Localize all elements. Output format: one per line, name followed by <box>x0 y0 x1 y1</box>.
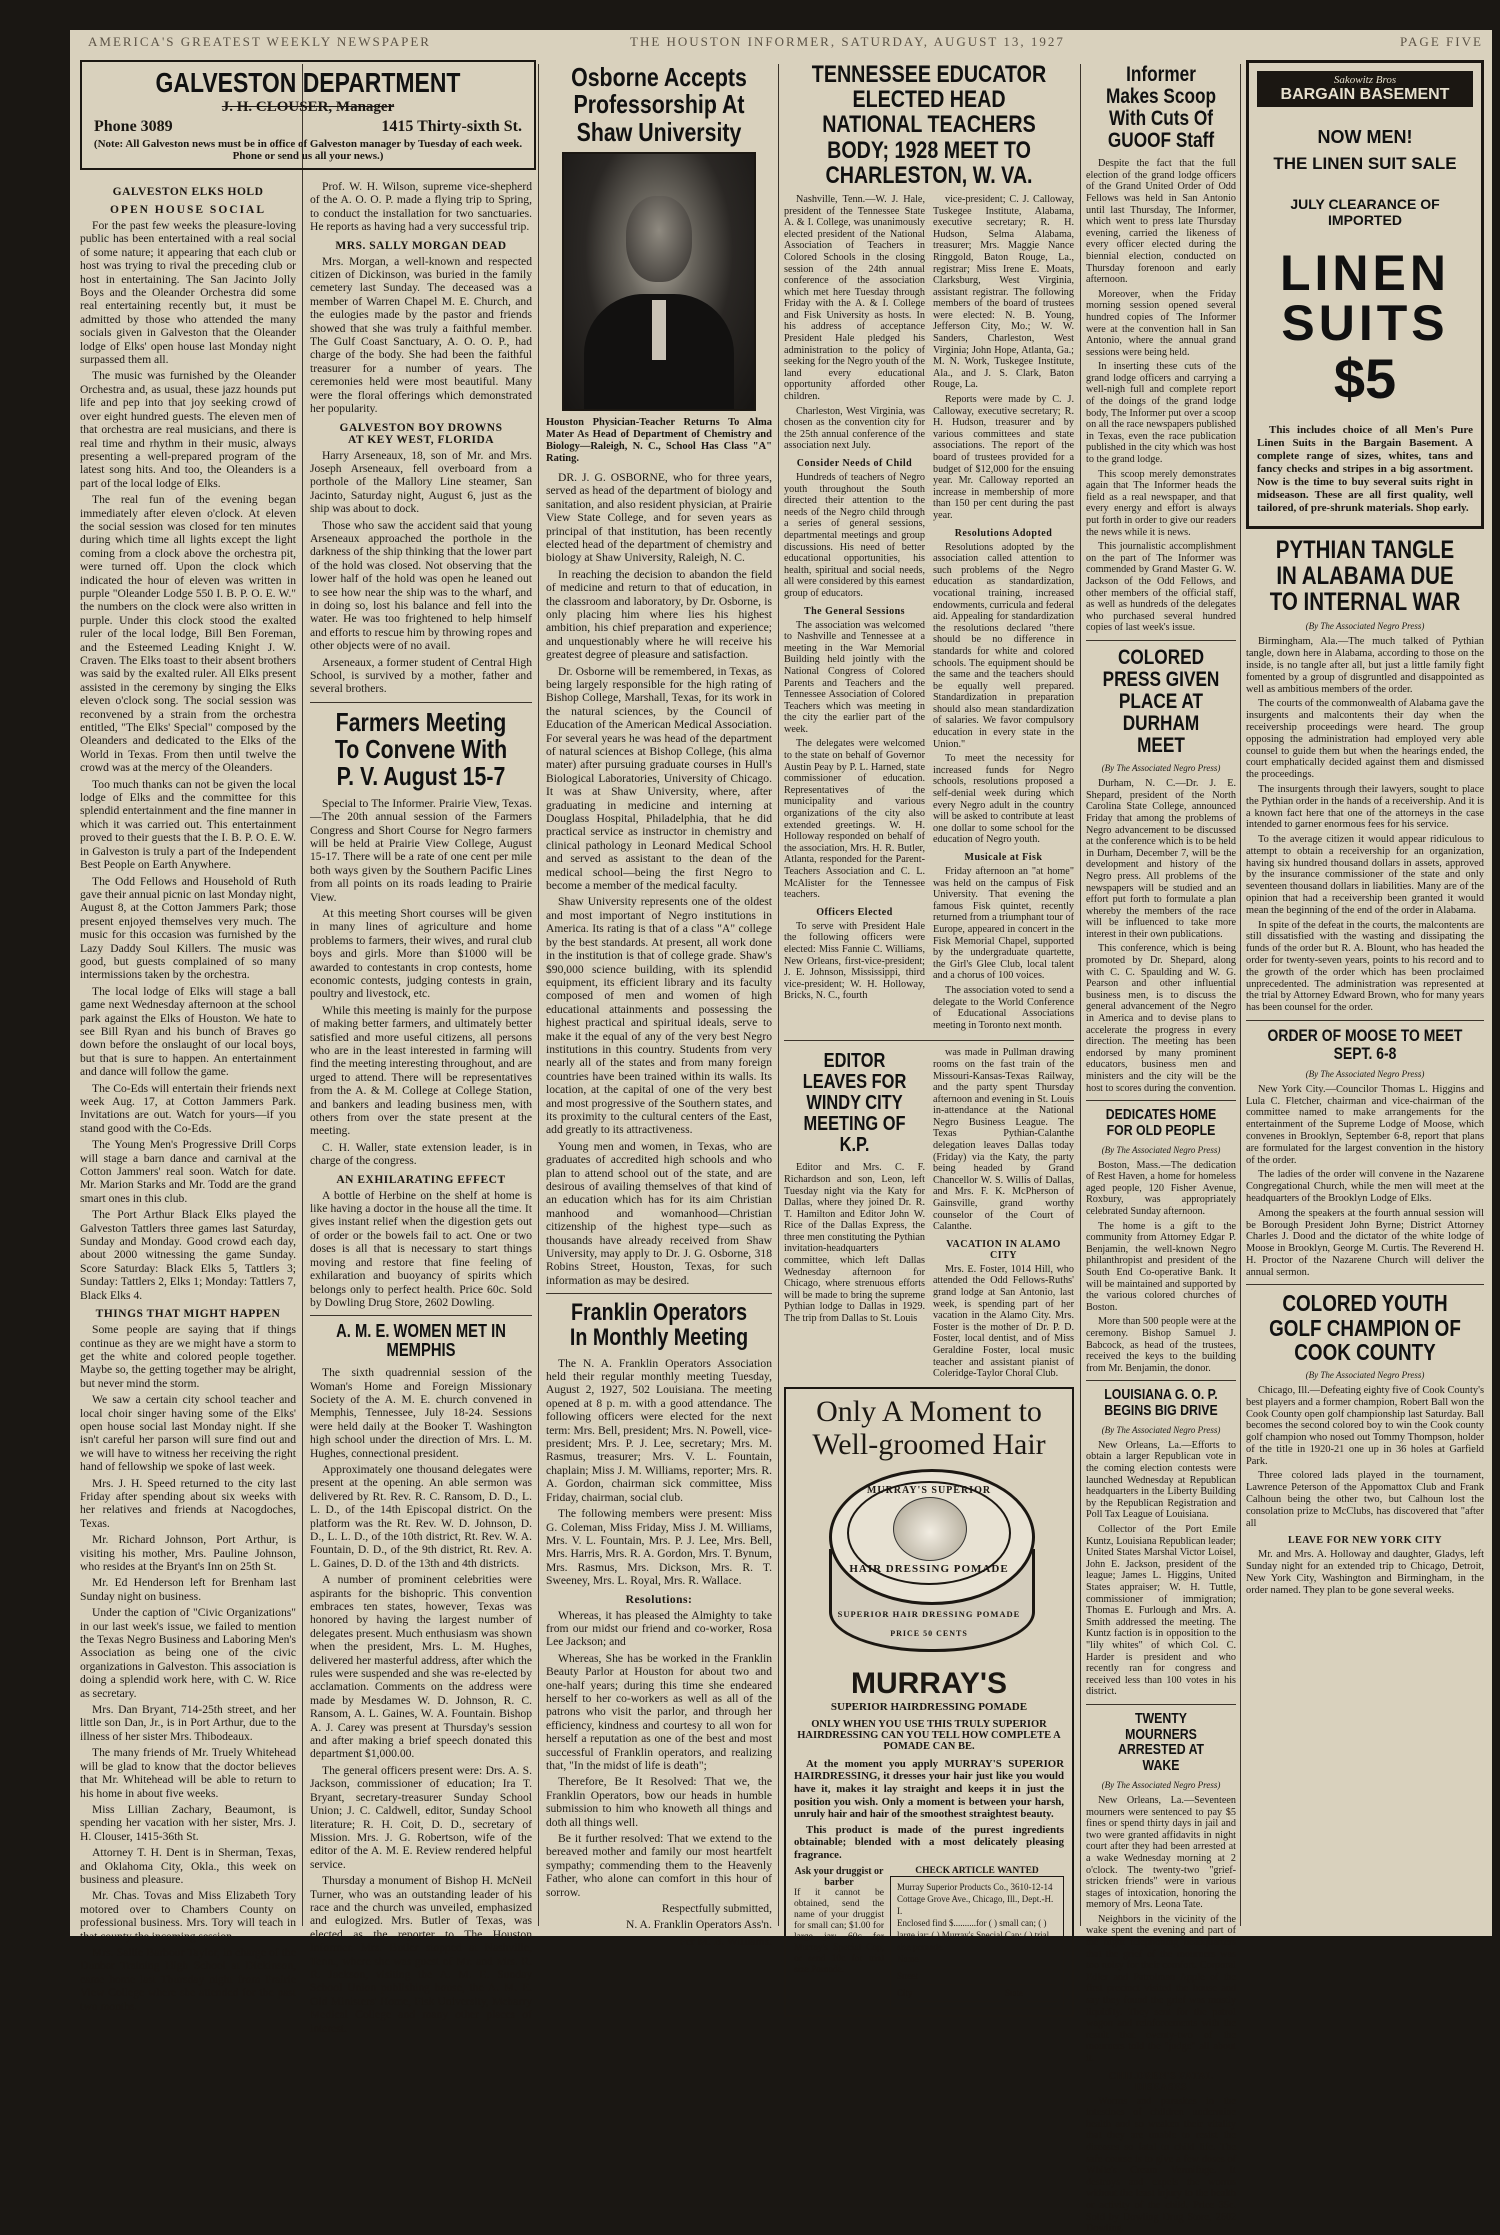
signature: N. A. Franklin Operators Ass'n. <box>625 1918 772 1932</box>
article-paragraph: Harry Arseneaux, 18, son of Mr. and Mrs. Joseph Arseneaux, fell overboard from a porthole of the Mallory Line steamer, San Jacinto, Saturday night, August 6, just as the ship was about to dock. <box>310 448 532 516</box>
article-paragraph: Mr. Ed Henderson left for Brenham last Sunday night on business. <box>80 1576 296 1603</box>
article-paragraph: New York City.—Councilor Thomas L. Higgins and Lula C. Fletcher, chairman and vice-chairman of the committee named to make arrangements for the entertainment of the Supreme Lodge of Moose, which convenes in Brooklyn, September 6-8, report that plans are formulated for the largest convention in the history of the order. <box>1246 1083 1484 1166</box>
column-rule <box>1080 64 1081 1926</box>
linen-suit-advertisement <box>1246 60 1484 529</box>
article-paragraph: The association was welcomed to Nashville and Tennessee at a meeting in the War Memorial Building held jointly with the National Congress of Colored Parents and Teachers and the Tennessee Association of Colored Teachers which was meeting in the city the earlier part of the week. <box>784 619 925 735</box>
article-paragraph: Mr. Chas. Tovas and Miss Elizabeth Tory motored over to Chambers County on professional business. Mrs. Tory will teach in that county the incoming session. <box>80 1889 296 1943</box>
murray-ask <box>794 1866 884 2009</box>
article-paragraph: In reaching the decision to abandon the field of medicine and return to that of education, in the classroom and laboratory, by Dr. Osborne, is only placing him where lies his highest ambition, his chief preparation and experience; and unquestionably where he will receive his greatest degree of pleasure and satisfaction. <box>546 567 772 662</box>
article-paragraph: Charleston, West Virginia, was chosen as the convention city for the 25th annual conference of the association next July. <box>784 405 925 452</box>
article-paragraph: Among the speakers at the fourth annual session will be Borough President John Byrne; District Attorney Charles J. Dood and the dictator of the white lodge of Moose in Brooklyn, George M. Curtis. The Reverend H. H. Proctor of the Nazarene Church will deliver the annual sermon. <box>1246 1207 1484 1278</box>
article-paragraph: A number of prominent celebrities were aspirants for the bishopric. This convention embraces ten states, however, Texas was honored by having the largest number of delegates present. Much enthusiasm was shown when the president, Mrs. L. M. Hughes, delivered her masterful address, after which the rules were suspended and she was re-elected by acclamation. Comments on the address were made by Mesdames W. D. Johnson, R. C. Ransom, A. L. Gaines, W. A. Fountain. Bishop A. J. Carey was present at Thursday's session and after making a brief speech donated this department $1,000.00. <box>310 1573 532 1761</box>
article-paragraph: was made in Pullman drawing rooms on the fast train of the Missouri-Kansas-Texas Railway, and the party spent Thursday afternoon and evening in St. Louis in-attendance at the National Negro Business League. The Texas Pythian-Calanthe delegation leaves Dallas today (Friday) via the Katy, the party being headed by Grand Chancellor W. S. Willis of Dallas, and Mrs. F. K. McPherson of Gainsville, grand worthy counselor of the Court of Calanthe. <box>933 1047 1074 1233</box>
column-rule <box>1240 64 1241 1926</box>
article-paragraph: At this meeting Short courses will be given in many lines of agriculture and home problems to farmers, their wives, and rural club boys and girls. More than $1000 will be awarded to contestants in crop contests, home economic contests, judging contests in grain, poultry and livestock, etc. <box>310 906 532 1001</box>
article-paragraph: The music was furnished by the Oleander Orchestra and, as usual, these jazz hounds put life and pep into that joy seeking crowd of over eight hundred guests. The eleven men of that orchestra are real musicians, and there is real time and rhythm in their music, always presenting a well-prepared program of the latest song hits. And too, the Oleanders is a part of the local lodge of Elks. <box>80 369 296 490</box>
section-divider <box>784 1040 1074 1041</box>
article-paragraph: C. H. Waller, state extension leader, is in charge of the congress. <box>310 1140 532 1168</box>
article-paragraph: Be it further resolved: That we extend to the bereaved mother and family our most heartfelt sympathy; commending them to the Heavenly Father, who alone can comfort in this hour of sorrow. <box>546 1832 772 1899</box>
article-paragraph: Despite the fact that the full election of the grand lodge officers of the Grand United Order of Odd Fellows was held in San Antonio until last Thursday, The Informer, which went to press late Thursday evening, carried the likeness of every officer elected during the biennial election, conducted on Thursday forenoon and early afternoon. <box>1086 158 1236 286</box>
murray-brand: MURRAY'S <box>850 1666 1008 1700</box>
murray-body: This product is made of the purest ingredients obtainable; blended with a most delicately pleasing fragrance. <box>794 1823 1064 1861</box>
article-paragraph: Special to The Informer. Prairie View, Texas.—The 20th annual session of the Farmers Congress and Short Course for Negro farmers will be held at Prairie View College, August 15-17. There will be a rate of one cent per mile both ways given by the Southern Pacific Lines from all points on its roads leading to Prairie View. <box>310 796 532 904</box>
article-paragraph: Thursday a monument of Bishop H. McNeil Turner, who was an outstanding leader of his race and the church was unveiled, emphasized and eulogized. Mrs. Butler of Texas, was elected as the reporter to The Houston Informer. Mrs. Butler stopped at Nashville, Tenn., where she was guest of Mr. and Mrs. R. R. Jackson, visiting the A. M. E. Sunday School Union publishing house, the A. M. E. Old Ministers' Home, Fisk University, Meharry Medical College and many other places of interest. <box>310 1874 532 2035</box>
store-name: Sakowitz Bros <box>1333 74 1397 86</box>
article-paragraph: Whereas, it has pleased the Almighty to take from our midst our friend and co-worker, Rosa Lee Jackson; and <box>546 1608 772 1649</box>
bargain-basement: BARGAIN BASEMENT <box>1280 86 1450 103</box>
article-paragraph: The ladies of the order will convene in the Nazarene Congregational Church, while the men will meet at the headquarters of the Brooklyn Lodge of Elks. <box>1246 1169 1484 1204</box>
byline: (By The Associated Negro Press) <box>1101 763 1221 774</box>
article-paragraph: Dr. Osborne will be remembered, in Texas, as being largely responsible for the high rating of Bishop College, Marshall, Texas, for its work in the natural sciences, by the Council of Education of the American Medical Association. For several years he was head of the department of natural sciences at Bishop College, (his alma mater) after pursuing graduate courses in Hull's Biological Laboratories, University of Chicago. It was at Shaw University, where, after graduating in medicine and interning at Douglass Hospital, Philadelphia, that he did practical service as instructor in chemistry and clinical pathology in Leonard Medical School and served as assistant to the dean of the medical school—being the first Negro to become a member of the medical faculty. <box>546 664 772 893</box>
murray-subbrand: SUPERIOR HAIRDRESSING POMADE <box>830 1700 1028 1713</box>
editor-headline: EDITOR LEAVES FOR WINDY CITY MEETING OF K.P. <box>802 1050 907 1157</box>
section-divider <box>546 1293 772 1294</box>
article-paragraph: The N. A. Franklin Operators Association held their regular monthly meeting Tuesday, August 2, 1927, 502 Louisiana. The meeting opened at 8 p. m. with a good attendance. The following officers were elected for the next term: Mrs. Bell, president; Mrs. N. Powell, vice-president; Mrs. P. J. Lee, secretary; Mrs. M. Rasmus, treasurer; Mrs. V. L. Fountain, chaplain; Miss J. M. Williams, reporter; Mrs. R. A. Gordon, chairman sick committee, Miss Friday, chairman, social club. <box>546 1356 772 1504</box>
article-paragraph: The Co-Eds will entertain their friends next week Aug. 17, at Cotton Jammers Park. Invitations are out. Watch for yours—if you stand good with the Co-Eds. <box>80 1081 296 1135</box>
article-paragraph: For the past few weeks the pleasure-loving public has been entertained with a real social of some nature; it appearing that each club or host was trying to rival the preceding club or host in entertaining. The San Jacinto Jolly Boys and the Oleander Orchestra did some real entertaining recently but, it must be admitted by those who attended the many socials given in Galveston that the Oleander lodge of Elks' open house last Monday night surpassed them all. <box>80 219 296 367</box>
things-heading: THINGS THAT MIGHT HAPPEN <box>95 1308 281 1321</box>
ask-heading: Ask your druggist or barber <box>794 1865 884 1888</box>
tennessee-body <box>784 194 1074 1034</box>
franklin-headline: Franklin Operators In Monthly Meeting <box>569 1299 749 1352</box>
murray-body: At the moment you apply MURRAY'S SUPERIOR HAIRDRESSING, it dresses your hair just like you would have it, makes it lay straight and keeps it in just the position you wish. Only a moment is between your harsh, unruly hair and hair of the smoothest straightest beauty. <box>794 1757 1064 1821</box>
article-paragraph: More than 500 people were at the ceremony. Bishop Samuel J. Babcock, as head of the trustees, received the keys to the building from Mr. Benjamin, the donor. <box>1086 1316 1236 1374</box>
column-six <box>1086 60 1236 2235</box>
tennessee-headline: TENNESSEE EDUCATOR ELECTED HEAD NATIONAL TEACHERS BODY; 1928 MEET TO CHARLESTON, W. VA. <box>811 61 1047 189</box>
galveston-address: 1415 Thirty-sixth St. <box>381 118 522 136</box>
article-paragraph: We saw a certain city school teacher and local choir singer having some of the Elks' open house social last Monday night. If she isn't careful her parson will sure find out and we will have to witness her receiving the right hand of fellowship we spoke of last week. <box>80 1393 296 1474</box>
tennessee-section <box>784 60 1074 1998</box>
column-two <box>310 180 532 2035</box>
masthead-center: THE HOUSTON INFORMER, SATURDAY, AUGUST 13, 1927 <box>630 34 1065 49</box>
state-field[interactable] <box>1027 1989 1057 2002</box>
suits-word: SUITS <box>1281 295 1449 351</box>
article-paragraph: Worms and parasites in the intestines of children undermine health and so weaken their vitality that they are unable to resist the diseases so fatal to child life. The safe course is to give a few doses of White's Cream Vermifuge. It destroys and expels the worms without the least injury to the health or activity of the child. Price 35c. Sold by Dowling Drug Store, 2602 Dowling. <box>1086 2095 1236 2235</box>
byline: (By The Associated Negro Press) <box>1101 1144 1221 1155</box>
state-label: State <box>1005 1987 1023 1998</box>
article-paragraph: Editor and Mrs. C. F. Richardson and son, Leon, left Tuesday night via the Katy for Dallas, where they joined Dr. R. T. Hamilton and Editor John W. Rice of the Dallas Express, the three men constituting the Pythian invitation-headquarters committee, which left Dallas Wednesday afternoon for Chicago, where strenuous efforts will be made to bring the supreme Pythian lodge to Dallas in 1929. The trip from Dallas to St. Louis <box>784 1162 925 1325</box>
suit-price: $5 <box>1333 347 1397 410</box>
murray-coupon-area <box>890 1866 1064 2009</box>
jar-label-base: SUPERIOR HAIR DRESSING POMADE <box>837 1608 1021 1619</box>
july-clearance: JULY CLEARANCE OF IMPORTED <box>1290 196 1440 228</box>
pythian-headline: PYTHIAN TANGLE IN ALABAMA DUE TO INTERNAL WAR <box>1269 535 1461 617</box>
coupon-name-row <box>897 1953 1057 1970</box>
article-paragraph: Chicago, Ill.—Defeating eighty five of Cook County's best players and a former champion, Robert Ball won the Cook County open golf championship last Saturday. Ball becomes the second colored boy to win the Cook county golf champion who nosed out Tommy Thompson, holder of the title in 1920-21 one up in 36 holes at Garfield Park. <box>1246 1384 1484 1467</box>
guof-headline: Informer Makes Scoop With Cuts Of GUOOF Staff <box>1105 63 1217 153</box>
article-paragraph: In inserting these cuts of the grand lodge officers and carrying a well-nigh full and complete report of the doings of the grand lodge body, The Informer put over a scoop on all the race newspapers published in Texas, even the race publication published in the city which was host to the grand lodge. <box>1086 361 1236 466</box>
section-divider <box>310 1315 532 1316</box>
moose-headline: ORDER OF MOOSE TO MEET SEPT. 6-8 <box>1267 1026 1463 1063</box>
article-paragraph: Mrs. Dan Bryant, 714-25th street, and her little son Dan, Jr., is in Port Arthur, due to the illness of her sister Mrs. Thibodeaux. <box>80 1703 296 1743</box>
article-paragraph: Mr. Richard Johnson, Port Arthur, is visiting his mother, Mrs. Pauline Johnson, who resides at the Bryant's Inn on 25th St. <box>80 1533 296 1573</box>
article-paragraph: The Odd Fellows and Household of Ruth gave their annual picnic on last Monday night, August 8, at the Cotton Jammers Park; those present enjoyed themselves very much. The music for this occasion was furnished by the Lazy Daddy Soul Killers. The music was good, but guests complained of so many intermissions taken by the orchestra. <box>80 874 296 982</box>
mourners-headline: TWENTY MOURNERS ARRESTED AT WAKE <box>1117 1709 1205 1775</box>
article-paragraph: DR. J. G. OSBORNE, who for three years, served as head of the department of biology and sanitation, and also resident physician, at Prairie View State College, and for seven years as principal of that institution, has been recently elected head of the department of chemistry and biology at Shaw University, Raleigh, N. C. <box>546 470 772 565</box>
article-paragraph: Arseneaux, a former student of Central High School, is survived by a mother, father and several brothers. <box>310 655 532 696</box>
article-paragraph: Therefore, Be It Resolved: That we, the Franklin Operators, bow our heads in humble submission to him who knoweth all things and doth all things well. <box>546 1775 772 1829</box>
byline: (By The Associated Negro Press) <box>1305 621 1425 632</box>
article-paragraph: Resolutions adopted by the association called attention to such problems of the Negro education as standardization, vocational training, increased endowments, curricula and federal aid. Appealing for standardization the resolutions declared "there should be no difference in standards for white and colored schools. The equipment should be the same and the teachers should be equally well prepared. Standardization in preparation should also mean standardization of salaries. We favor compulsory education in every state in the Union." <box>933 541 1074 750</box>
coupon-street-row <box>897 1970 1057 1987</box>
galveston-column <box>80 180 296 2013</box>
jar-price: PRICE 50 CENTS <box>890 1628 968 1638</box>
officers-heading: Officers Elected <box>816 906 893 918</box>
coupon-city-row <box>897 1987 1057 2004</box>
tennessee-col-a <box>784 194 925 1034</box>
fisk-heading: Musicale at Fisk <box>964 852 1043 863</box>
article-paragraph: vice-president; C. J. Calloway, Tuskegee Institute, Alabama, executive secretary; R. H. Hudson, Selma Alabama, treasurer; Mrs. Maggie Nance Ringgold, Baton Rouge, La., registrar; Miss Irene E. Moats, Clarksburg, West Virginia, assistant registrar. The following members of the board of trustees were elected: N. B. Young, Jefferson City, Mo.; W. W. Sanders, Charleston, West Virginia; John Hope, Atlanta, Ga.; M. N. Work, Tuskegee Institute, Ala., and J. S. Clark, Baton Rouge, La. <box>933 193 1074 391</box>
murray-order-area <box>794 1866 1064 2009</box>
galveston-manager: J. H. CLOUSER, Manager <box>221 99 395 116</box>
article-paragraph: The courts of the commonwealth of Alabama gave the insurgents and malcontents their day when the receivership proceedings were heard. The group opposing the administration had employed very able counsel to guide them but when the hearings ended, the court emphatically decided against them and dismissed the proceedings. <box>1246 698 1484 781</box>
article-paragraph: This conference, which is being promoted by Dr. Shepard, along with C. C. Spaulding and W. G. Pearson and other influential business men, is to discuss the general advancement of the Negro in America and to devise plans to accelerate the progress in every direction. The meeting has been endorsed by many prominent educators, business men and ministers and the city will be the host to scores during the convention. <box>1086 943 1236 1094</box>
linen-word: LINEN <box>1280 245 1450 301</box>
column-rule <box>538 64 539 1926</box>
section-divider <box>1246 1284 1484 1285</box>
morgan-heading: MRS. SALLY MORGAN DEAD <box>335 239 507 252</box>
article-paragraph: Durham, N. C.—Dr. J. E. Shepard, president of the North Carolina State College, announced Friday that among the problems of Negro advancement to be discussed at the conference which is to be held in Durham, December 7, will be the development and history of the Negro press. All problems of the newspapers will be studied and an effort put forth to formulate a plan whereby the members of the race will be influenced to take more interest in their own publications. <box>1086 778 1236 940</box>
galveston-header-box <box>80 60 536 170</box>
article-paragraph: While this meeting is mainly for the purpose of making better farmers, and ultimately better satisfied and more useful citizens, all persons who are in the least interested in farming will find the meeting interesting throughout, and are urged to attend. There will be representatives from the A. & M. College at College Station, and bankers and leading business men, with others from over the state present at the meeting. <box>310 1003 532 1138</box>
murray-tagline: ONLY WHEN YOU USE THIS TRULY SUPERIOR HAIRDRESSING CAN YOU TELL HOW COMPLETE A POMADE CAN BE. <box>797 1718 1061 1752</box>
newspaper-page <box>70 30 1492 2235</box>
now-men: NOW MEN! <box>1317 127 1413 147</box>
editor-section <box>784 1047 1074 1382</box>
article-paragraph: Whereas, She has be worked in the Franklin Beauty Parlor at Houston for about two and one-half years; during this time she endeared herself to her co-workers as well as all of the patrons who visit the parlor, and through her efficiency, kindness and courtesy to all won for herself a reputation as one of the best and most successful of Franklin operators, and realizing that, "In the midst of life is death"; <box>546 1651 772 1773</box>
byline: (By The Associated Negro Press) <box>1101 1779 1221 1790</box>
article-paragraph: Mr. and Mrs. A. Holloway and daughter, Gladys, left Sunday night for an extended trip to Chicago, Detroit, New York City, Washington and Birmingham, in the order named. They plan to be gone several weeks. <box>1246 1549 1484 1596</box>
order-coupon[interactable] <box>890 1876 1064 2009</box>
ask-body: If it cannot be obtained, send the name of your druggist for small can; $1.00 for large jar; 60c for Murray's Special Cap, or send 10c for trial size Pomade. <box>794 1887 884 1975</box>
article-paragraph: A bottle of Herbine on the shelf at home is like having a doctor in the house all the time. It gives instant relief when the digestion gets out of order or the bowels fail to act. One or two doses is all that is necessary to start things moving and restore that fine feeling of exhilaration and buoyancy of spirits which belongs only to perfect health. Price 60c. Sold by Dowling Drug Store, 2602 Dowling. <box>310 1188 532 1309</box>
name-label: Name <box>897 1953 919 1964</box>
article-paragraph: Young men and women, in Texas, who are graduates of accredited high schools and who plan to attend school out of the state, and are desirous of availing themselves of that kind of an education which has for its aim Christian manhood and womanhood—Christian citizenship of the highest type—such as thousands have already received from Shaw University, may apply to Dr. J. G. Osborne, 318 Robins Street, Houston, Texas, for such information as may be desired. <box>546 1139 772 1287</box>
byline: (By The Associated Negro Press) <box>1305 1369 1425 1380</box>
article-paragraph: Too much thanks can not be given the local lodge of Elks and the committee for this splendid entertainment and the fine manner in which it was carried out. This entertainment proved to their guests that the I. B. P. O. E. W. in Galveston is truly a part of the Independent Best People on Earth Anywhere. <box>80 777 296 872</box>
article-paragraph: Mrs. Morgan, a well-known and respected citizen of Dickinson, was buried in the family cemetery last Sunday. The deceased was a member of Warren Chapel M. E. Church, and the eulogies made by the pastor and friends showed that she was truly a faithful member. The Gulf Coast Sanctuary, A. O. O. P., had charge of the body. She had been the faithful treasurer for a number of years. The ceremonies held were most beautiful. Many were the floral offerings which demonstrated her popularity. <box>310 254 532 416</box>
article-paragraph: Approximately one thousand delegates were present at the opening. An able sermon was delivered by Rt. Rev. R. C. Ransom, D. D., L. L. D., of the 14th Episcopal district. On the platform was the Rt. Rev. W. D. Johnson, D. D., L. L. D., of the 10th district, Rt. Rev. W. A. Fountain, D. D., of the 9th district, Rt. Rev. A. L. Gaines, D. D. of the 13th and 4th districts. <box>310 1462 532 1570</box>
vacation-heading: VACATION IN ALAMO CITY <box>946 1238 1061 1261</box>
byline: (By The Associated Negro Press) <box>1101 1424 1221 1435</box>
article-paragraph: Attorney T. H. Dent is in Sherman, Texas, and Oklahoma City, Okla., this week on business and pleasure. <box>80 1846 296 1886</box>
article-paragraph: The Port Arthur Black Elks played the Galveston Tattlers three games last Saturday, Sunday and Monday. Good crowd each day, about 2000 witnessing the game Sunday. Score Saturday: Black Elks 5, Tattlers 3; Sunday: Tattlers 2, Elks 1; Monday: Tattlers 7, Black Elks 4. <box>80 1208 296 1302</box>
section-divider <box>1086 1704 1236 1705</box>
article-paragraph: Some people are saying that if things continue as they are we might have a storm to get the white and colored people together. Maybe so, the getting together may be alright, but never mind the storm. <box>80 1323 296 1390</box>
article-paragraph: This scoop merely demonstrates again that The Informer heads the field as a real newspaper, and that every energy and effort is always put forth in order to give our readers the news while it is news. <box>1086 468 1236 538</box>
article-paragraph: Shaw University represents one of the oldest and most important of Negro institutions in America. Its rating is that of a class "A" college by the best standards. At present, all work done in the institution is that of college grade. Shaw's $90,000 science building, with its splendid equipment, its efficient library and its faculty composed of men and women of high educational attainments and possessing the highest practical and spiritual ideals, serve to make it the equal of any of the very best Negro institutions in this country. Students from very nearly all of the states and from many foreign countries have been trained within its walls. Its location, at the capital of one of the very best and most progressive of the Southern states, and its proximity to the cultural centers of the East, add greatly to its attractiveness. <box>546 895 772 1137</box>
article-paragraph: Reports were made by C. J. Calloway, executive secretary; R. H. Hudson, treasurer and by various committees and state associations. The report of the board of trustees provided for a budget of $12,000 for the ensuing year. Mr. Calloway reported an increase in membership of more than 150 per cent during the past year. <box>933 394 1074 521</box>
bargain-banner <box>1257 71 1473 107</box>
section-divider <box>1086 1100 1236 1101</box>
article-paragraph: The real fun of the evening began immediately after eleven o'clock. At eleven the social session was closed for ten minutes during which time all lights except the light coming from a clock above the orchestra pit, were turned off. Upon the clock which indicated the hour of eleven was written in purple "Oleander Lodge 550 I. B. P. O. E. W." the numbers on the clock were also written in purple. Under this clock stood the exalted ruler of the local lodge, Bill Ben Foreman, and the Esteemed Leading Knight J. W. Craven. The Elks toast to their absent brothers was said by the exalted ruler. All Elks present assisted in the ceremony by singing the Elks eleven o'clock song. The social session was reconvened by a strain from the orchestra entitled, "The Elks' Special" composed by the Oleanders and dedicated to the Elks of the World in Texas. From then until twelve the crowd was at the mercy of the Oleanders. <box>80 493 296 775</box>
article-paragraph: The sixth quadrennial session of the Woman's Home and Foreign Missionary Society of the A. M. E. church convened in Memphis, Tennessee, July 18-24. Sessions were held daily at the Booker T. Washington high school under the direction of Mrs. L. M. Hughes, connectional president. <box>310 1366 532 1460</box>
street-label: Street <box>897 1970 918 1981</box>
article-paragraph: Those who saw the accident said that young Arseneaux approached the porthole in the darkness of the ship thinking that the lower part of the hold was closed. Not observing that the lower half of the hold was open he leaned out to see how near the ship was to the wharf, and in doing so, lost his balance and fell into the water. He was too frightened to help himself and efforts to rescue him by throwing ropes and other objects were of no avail. <box>310 518 532 653</box>
galveston-title: GALVESTON DEPARTMENT <box>155 67 461 98</box>
article-paragraph: This journalistic accomplishment on the part of The Informer was commended by Grand Master G. W. Jackson of the Odd Fellows, and other members of the official staff, as well as hundreds of the delegates who purchased several hundred copies of last week's issue. <box>1086 541 1236 634</box>
golf-headline: COLORED YOUTH GOLF CHAMPION OF COOK COUNTY <box>1269 1290 1461 1365</box>
drown-heading-1: GALVESTON BOY DROWNS <box>339 421 503 434</box>
galveston-contact <box>94 118 522 136</box>
needs-heading: Consider Needs of Child <box>796 458 913 469</box>
article-paragraph: Nashville, Tenn.—W. J. Hale, president of the Tennessee State A. & I. College, was unanimously elected president of the National Association of Teachers in Colored Schools in the closing session of the 24th annual conference of the association which met here Tuesday through Friday with the A. & I. College and Fisk University as hosts. In his address of acceptance President Hale pledged his administration to the policy of seeking for the Negro youth of the land every educational opportunity afforded other children. <box>784 193 925 403</box>
photo-caption: Houston Physician-Teacher Returns To Alma Mater As Head of Department of Chemistry and Biology—Raleigh, N. C., School Has Class "A" Rating. <box>546 416 772 464</box>
article-paragraph: Mrs. E. Foster, 1014 Hill, who attended the Odd Fellows-Ruths' grand lodge at San Antonio, last week, is spending part of her vacation in the Alamo City. Mrs. Foster is the mother of Dr. P. D. Foster, local dentist, and of Miss Geraldine Foster, local music teacher and assistant pianist of Coleridge-Taylor Choral Club. <box>933 1263 1074 1380</box>
section-divider <box>310 702 532 703</box>
sessions-heading: The General Sessions <box>803 605 906 617</box>
article-paragraph: To meet the necessity for increased funds for Negro schools, resolutions proposed a self-denial week during which every Negro adult in the country will be asked to contribute at least one dollar to some school for the education of Negro youth. <box>933 753 1074 846</box>
article-paragraph: The following members were present: Miss G. Coleman, Miss Friday, Miss J. M. Williams, Mrs. V. L. Fountain, Mrs. P. J. Lee, Mrs. Bell, Mrs. Harris, Mrs. R. A. Gordon, Mrs. T. Bynum, Mrs. Rasmus, Mrs. Dickson, Mrs. R. T. Sweeney, Mrs. L. Royal, Mrs. R. Wallace. <box>546 1507 772 1588</box>
article-paragraph: Three colored lads played in the tournament, Lawrence Peterson of the Appomattox Club and Frank Calhoun being the other two, but Calhoun lost the consolation prize to McClubs, has discovered that "after all <box>1246 1470 1484 1529</box>
durham-headline: COLORED PRESS GIVEN PLACE AT DURHAM MEET <box>1102 645 1220 758</box>
signature: Respectfully submitted, <box>661 1902 772 1916</box>
article-paragraph: Friday afternoon an "at home" was held on the campus of Fisk University. That evening the famous Fisk quintet, recently returned from a triumphant tour of Europe, appeared in concert in the Fisk Memorial Chapel, supported by the undergraduate quartette, the Girl's Glee Club, local talent and a chorus of 100 voices. <box>933 866 1074 982</box>
linen-suit-sale: THE LINEN SUIT SALE <box>1273 154 1457 173</box>
article-paragraph: The home is a gift to the community from Attorney Edgar P. Benjamin, the well-known Negro philanthropist and president of the South End Co-operative Bank. It will be maintained and supported by the various colored churches of Boston. <box>1086 1220 1236 1313</box>
byline: (By The Associated Negro Press) <box>1305 1068 1425 1079</box>
elks-heading-2: OPEN HOUSE SOCIAL <box>109 204 267 216</box>
article-paragraph: Boston, Mass.—The dedication of Rest Haven, a home for homeless aged people, 120 Fisher Avenue, Roxbury, was appropriately celebrated Sunday afternoon. <box>1086 1159 1236 1218</box>
signature: Per M. B. Williams. <box>679 1934 772 1948</box>
section-divider <box>1246 1020 1484 1021</box>
resolutions-heading: Resolutions: <box>625 1593 693 1606</box>
section-divider <box>1086 1380 1236 1381</box>
elks-heading-1: GALVESTON ELKS HOLD <box>112 186 264 198</box>
murray-headline: Only A Moment to Well-groomed Hair <box>812 1394 1046 1461</box>
osborne-headline: Osborne Accepts Professorship At Shaw University <box>571 62 747 147</box>
street-field[interactable] <box>922 1972 1057 1985</box>
osborne-portrait <box>562 152 756 411</box>
check-heading: CHECK ARTICLE WANTED <box>915 1865 1039 1876</box>
coupon-company: Murray Superior Products Co., 3610-12-14 Cottage Grove Ave., Chicago, Ill., Dept.-H. I. <box>897 1881 1054 1916</box>
resolutions-adopted-heading: Resolutions Adopted <box>954 527 1053 539</box>
pomade-jar-illustration <box>829 1469 1029 1659</box>
article-paragraph: The delegates were welcomed to the state on behalf of Governor Austin Peay by P. L. Harned, state commissioner of education. Representatives of the municipality and various organizations of the city also extended greetings. W. H. Holloway responded on behalf of the association, Mrs. H. R. Butler, Atlanta, responded for the Parent-Teachers Association and C. L. McAlister for the Tennessee teachers. <box>784 738 925 901</box>
drown-heading-2: AT KEY WEST, FLORIDA <box>347 433 495 446</box>
murray-advertisement <box>784 1387 1074 2017</box>
article-paragraph: Mrs. J. H. Speed returned to the city last Friday after spending about six weeks with her relatives and friends at Nacogdoches, Texas. <box>80 1476 296 1530</box>
louisiana-headline: LOUISIANA G. O. P. BEGINS BIG DRIVE <box>1104 1386 1218 1420</box>
galveston-note: (Note: All Galveston news must be in office of Galveston manager by Tuesday of each week. Phone or send us all your news.) <box>93 138 523 163</box>
masthead-left: AMERICA'S GREATEST WEEKLY NEWSPAPER <box>88 34 431 49</box>
fatal-diseases-heading: CHILDREN'S FATAL DISEASES <box>1108 2070 1214 2093</box>
article-paragraph: Birmingham, Ala.—The much talked of Pythian tangle, down here in Alabama, according to those on the inside, is no tangle after all, but just a little family fight fomented by a group of disgruntled and disappointed as well as ambitious members of the order. <box>1246 636 1484 695</box>
osborne-column <box>546 60 772 1948</box>
farmers-headline: Farmers Meeting To Convene With P. V. August 15-7 <box>334 706 508 792</box>
article-paragraph: The association voted to send a delegate to the World Conference of Educational Associations meeting in Toronto next month. <box>933 984 1074 1031</box>
article-paragraph: Mrs. Sallie Barbour Taylor, in charge of the Dunbar Training High School at Dickinson, came home last Thursday night from Prairie View College where she attended for the past two months. <box>80 1945 296 2013</box>
article-paragraph: New Orleans, La.—Seventeen mourners were sentenced to pay $5 fines or spend thirty days in jail and two were granted affidavits in night court after they had been arrested at a wake Wednesday morning at 2 o'clock. The twenty-two "grief-stricken friends" were in various stages of intoxication, honoring the memory of Mrs. Leona Tate. <box>1086 1794 1236 1911</box>
article-paragraph: The local lodge of Elks will stage a ball game next Wednesday afternoon at the school park against the Elks of Houston. We hate to see Bill Ryan and his bunch of Braves go down before the onslaught of our local boys, but that is sure to happen. An entertainment and dance will follow the game. <box>80 984 296 1079</box>
article-paragraph: To the average citizen it would appear ridiculous to attempt to obtain a receivership for an organization, having six hundred thousand dollars in assets, approved by the insurance commissioner of the state and only seventeen thousand dollars in liabilities. Many are of the opinion that had a receivership been granted it would mean the beginning of the end of the order in Alabama. <box>1246 834 1484 916</box>
name-field[interactable] <box>923 1955 1058 1968</box>
article-paragraph: The many friends of Mr. Truely Whitehead will be glad to know that the doctor believes that Mr. Whitehead will be able to return to his home in about five weeks. <box>80 1746 296 1800</box>
article-paragraph: Neighbors in the vicinity of the wake spent the evening and part of the night telephoning headquarters that the grief of the mourners was too noisy for their comfort. Corporal Edler and Patrolman Apple of the first precinct visited the house and say they found the grief was mostly liquidity. They sent for the patrol wagon and reinforcements with the result that twenty-two of the mourners told the "judge" all about it. <box>1086 1913 1236 2065</box>
city-field[interactable] <box>917 1989 1001 2002</box>
exhilarating-heading: AN EXHILARATING EFFECT <box>336 1173 506 1186</box>
article-paragraph: In spite of the defeat in the courts, the malcontents are still dissatisfied with the wasting and dissipating the funds of the order but R. A. Blount, who has headed the order for twenty-seven years, points to his record and to the growth of the order which has been proclaimed unprecedented. The administration was represented at the trial by Attorney Edward Brown, who for many years has been counsel for the order. <box>1246 919 1484 1014</box>
article-paragraph: To serve with President Hale the following officers were elected: Miss Fannie C. Williams, New Orleans, first-vice-president; J. E. Johnson, Mississippi, third vice-president; W. H. Holloway, Bricks, N. C., fourth <box>784 920 925 1002</box>
article-paragraph: Hundreds of teachers of Negro youth throughout the South directed their attention to the needs of the Negro child through a series of general sessions, departmental meetings and group discussions. His need of better educational opportunities, his health, spiritual and social needs, all were considered by this earnest group of educators. <box>784 472 925 599</box>
article-paragraph: The Young Men's Progressive Drill Corps will stage a barn dance and carnival at the Cotton Jammers' real soon. Watch for date. Mr. Marion Starks and Mr. Todd are the grand smart ones in this club. <box>80 1138 296 1205</box>
article-paragraph: The insurgents through their lawyers, sought to place the Pythian order in the hands of a receivership. And it is a known fact here that one of the attorneys in the case intended to garner enormous fees for his service. <box>1246 783 1484 831</box>
new-york-heading: LEAVE FOR NEW YORK CITY <box>1287 1535 1443 1547</box>
masthead-right: PAGE FIVE <box>1400 34 1483 49</box>
article-paragraph: Under the caption of "Civic Organizations" in our last week's issue, we failed to mention the Texas Negro Business and Laboring Men's Association as being one of the civic organizations in Galveston. This association is doing a splendid work here, with C. W. Rice as secretary. <box>80 1606 296 1700</box>
section-divider <box>1086 640 1236 641</box>
jar-label-mid: HAIR DRESSING POMADE <box>849 1562 1009 1575</box>
column-seven <box>1246 60 1484 1930</box>
coupon-body: Enclosed find $..........for ( ) small can; ( ) large jar; ( ) Murray's Special Cap; ( ) trial size pomade. <box>897 1917 1050 1952</box>
linen-body: This includes choice of all Men's Pure Linen Suits in the Bargain Basement. A complete range of sizes, whites, tans and fancy checks and stripes in a big assortment. Now is the time to buy several suits right in midseason. These are all first quality, well tailored, of pre-shrunk materials. Shop early. <box>1257 423 1473 514</box>
galveston-phone: Phone 3089 <box>94 118 173 136</box>
ame-headline: A. M. E. WOMEN MET IN MEMPHIS <box>336 1321 506 1361</box>
editor-col-a <box>784 1047 925 1382</box>
jar-label-top: MURRAY'S SUPERIOR <box>866 1484 992 1496</box>
running-head <box>70 34 1492 54</box>
article-paragraph: Prof. W. H. Wilson, supreme vice-shepherd of the A. O. O. P. made a flying trip to Spring, to conduct the installation for two sanctuaries. He reports as having had a very successful trip. <box>310 180 532 234</box>
article-paragraph: The general officers present were: Drs. A. S. Jackson, commissioner of education; Ira T. Bryant, secretary-treasurer Sunday School Union; J. C. Caldwell, editor, Sunday School literature; R. H. Coit, D. D., secretary of Mission. Mrs. J. G. Robertson, wife of the editor of the A. M. E. Review rendered helpful service. <box>310 1763 532 1871</box>
article-paragraph: Miss Lillian Zachary, Beaumont, is spending her vacation with her sister, Mrs. J. H. Clouser, 1415-36th St. <box>80 1802 296 1843</box>
article-paragraph: New Orleans, La.—Efforts to obtain a larger Republican vote in the coming election contests were launched Wednesday at Republican headquarters in the Liberty Building by the Republican Registration and Poll Tax League of Louisiana. <box>1086 1439 1236 1521</box>
editor-col-b <box>933 1047 1074 1382</box>
city-label: City <box>897 1987 913 1998</box>
article-paragraph: Moreover, when the Friday morning session opened several hundred copies of The Informer were at the convention hall in San Antonio, where the annual grand sessions were being held. <box>1086 288 1236 358</box>
dedicates-headline: DEDICATES HOME FOR OLD PEOPLE <box>1105 1106 1217 1139</box>
tennessee-col-b <box>933 194 1074 1034</box>
column-rule <box>778 64 779 1926</box>
article-paragraph: Collector of the Port Emile Kuntz, Louisiana Republican leader; United States Marshal Victor Loisel, John E. Jackson, president of the league; James L. Higgins, United States appraiser; W. H. Tuttle, commissioner of immigration; Thomas E. Furlough and Mrs. A. Smith addressed the meeting. The Kuntz faction is in opposition to the "lily whites" of which Col. C. Harder is president and who recently ran for congress and received less than 100 votes in his district. <box>1086 1524 1236 1698</box>
